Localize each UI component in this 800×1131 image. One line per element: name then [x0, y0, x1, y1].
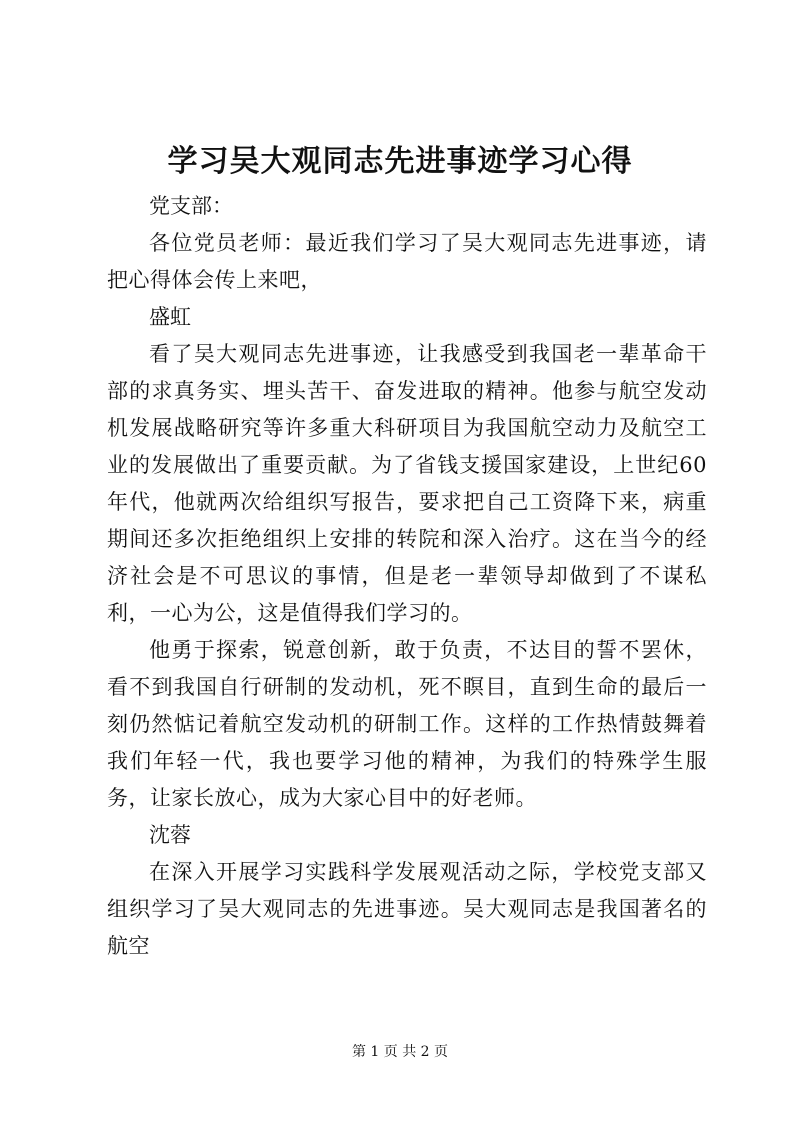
- body-paragraph: 看了吴大观同志先进事迹，让我感受到我国老一辈革命干部的求真务实、埋头苦干、奋发进取的精神。他参与航空发动机发展战略研究等许多重大科研项目为我国航空动力及航空工业的发展做出了重要贡献。为了省钱支援国家建设，上世纪60年代，他就两次给组织写报告，要求把自己工资降下来，病重期间还多次拒绝组织上安排的转院和深入治疗。这在当今的经济社会是不可思议的事情，但是老一辈领导却做到了不谋私利，一心为公，这是值得我们学习的。: [107, 342, 707, 625]
- document-body: [107, 188, 707, 965]
- section-author: 沈蓉: [149, 823, 191, 847]
- salutation: 党支部：: [149, 194, 233, 218]
- intro-paragraph: 各位党员老师：最近我们学习了吴大观同志先进事迹，请把心得体会传上来吧，: [107, 231, 707, 292]
- body-paragraph: 他勇于探索，锐意创新，敢于负责，不达目的誓不罢休，看不到我国自行研制的发动机，死不瞑目，直到生命的最后一刻仍然惦记着航空发动机的研制工作。这样的工作热情鼓舞着我们年轻一代，我也要学习他的精神，为我们的特殊学生服务，让家长放心，成为大家心目中的好老师。: [107, 638, 707, 810]
- section-author: 盛虹: [149, 305, 191, 329]
- document-title: 学习吴大观同志先进事迹学习心得: [167, 144, 633, 179]
- body-paragraph: 在深入开展学习实践科学发展观活动之际，学校党支部又组织学习了吴大观同志的先进事迹。吴大观同志是我国著名的航空: [107, 860, 707, 958]
- page-footer: 第 1 页 共 2 页: [351, 1044, 449, 1060]
